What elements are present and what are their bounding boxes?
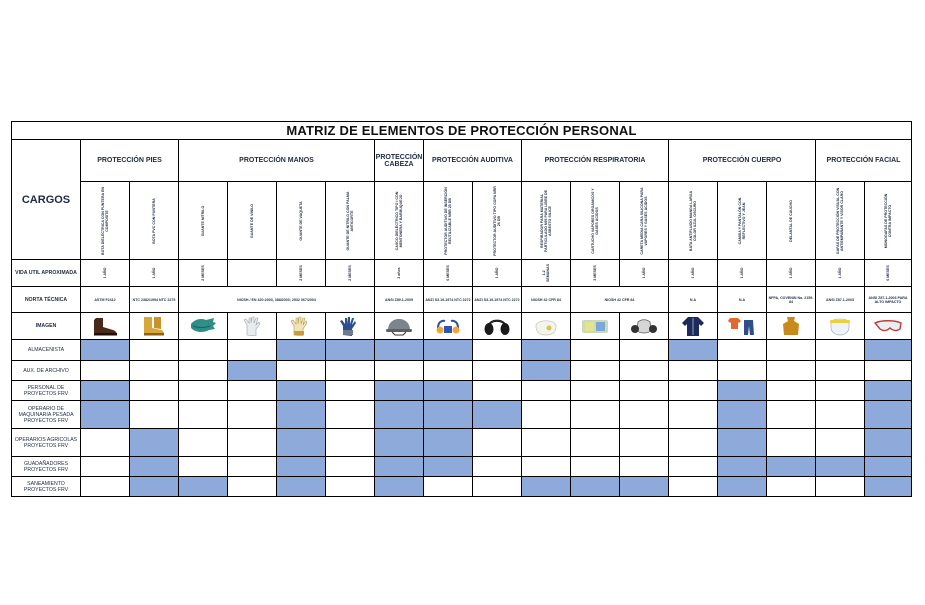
empty-cell [620,457,669,477]
empty-cell [473,361,522,381]
cargo-label: OPERARIO DE MAQUINARIA PESADA PROYECTOS FRV [12,401,81,429]
assigned-cell [375,381,424,401]
item-header [571,182,620,260]
assigned-cell [865,429,912,457]
empty-cell [81,457,130,477]
assigned-cell [375,477,424,497]
vida-util-value: 1 AÑO [691,267,695,279]
empty-cell [620,429,669,457]
assigned-cell [767,457,816,477]
item-header [130,182,179,260]
assigned-cell [865,457,912,477]
empty-cell [718,340,767,361]
assigned-cell [522,361,571,381]
empty-cell [326,401,375,429]
empty-cell [473,429,522,457]
assigned-cell [277,477,326,497]
vida-util-value: 3 años [397,267,401,279]
empty-cell [620,381,669,401]
item-name: CARTUCHO VAPORES ORGÁNICOS Y GASES ÁCIDOS [591,187,599,254]
boot-icon [90,316,120,336]
assigned-cell [424,401,473,429]
imagen-cell [522,313,571,340]
vida-util-value: 3 MESES [593,265,597,281]
item-header [228,182,277,260]
imagen-cell [130,313,179,340]
assigned-cell [424,457,473,477]
vida-util-cell [865,260,912,287]
group-cuerpo: PROTECCIÓN CUERPO [669,140,816,182]
group-pies: PROTECCIÓN PIES [81,140,179,182]
empty-cell [571,381,620,401]
empty-cell [522,381,571,401]
vida-util-value: 6 MESES [446,265,450,281]
empty-cell [816,429,865,457]
empty-cell [669,477,718,497]
item-header [865,182,912,260]
empty-cell [620,340,669,361]
empty-cell [816,477,865,497]
empty-cell [816,340,865,361]
assigned-cell [277,401,326,429]
vida-util-value: 1 AÑO [103,267,107,279]
assigned-cell [130,429,179,457]
cargo-label: PERSONAL DE PROYECTOS FRV [12,381,81,401]
vida-util-cell [375,260,424,287]
empty-cell [179,401,228,429]
empty-cell [326,429,375,457]
empty-cell [620,401,669,429]
item-header [816,182,865,260]
helmet-icon [384,316,414,336]
cargo-row [12,340,912,361]
assigned-cell [375,429,424,457]
imagen-cell [228,313,277,340]
matrix-title: MATRIZ DE ELEMENTOS DE PROTECCIÓN PERSONAL [12,122,912,140]
empty-cell [228,429,277,457]
vida-util-cell [277,260,326,287]
item-name: BOTA PVC CON PUNTERA [152,197,156,244]
imagen-cell [865,313,912,340]
empty-cell [571,429,620,457]
norma-cell: NFPA, COVENIN No. 2159-84 [767,287,816,313]
assigned-cell [81,340,130,361]
vida-util-cell [816,260,865,287]
cargo-label: ALMACENISTA [12,340,81,361]
empty-cell [179,381,228,401]
empty-cell [130,361,179,381]
item-header [326,182,375,260]
goggles-icon [873,316,903,336]
group-cabeza: PROTECCIÓN CABEZA [375,140,424,182]
assigned-cell [718,477,767,497]
empty-cell [571,361,620,381]
item-name: RESPIRADOR PARA MATERIAL PARTICULADO N95 PARA LIBRE DE ASBESTO SILICE [540,189,552,252]
assigned-cell [424,381,473,401]
norma-cell: NIOSH / EN 420:2003, 388/2003; 2532 067/2004 [179,287,375,313]
empty-cell [179,361,228,381]
item-name: GUANTE DE NITRILO CON PALMA ANTICORTE [346,190,354,251]
vida-util-cell [718,260,767,287]
vida-util-value: 2 MESES [299,265,303,281]
empty-cell [767,361,816,381]
vida-util-cell [424,260,473,287]
empty-cell [424,477,473,497]
empty-cell [473,457,522,477]
cartridge-icon [580,316,610,336]
item-name: MONOGAFAS DE PROTECCIÓN CONTRA IMPACTO [884,193,892,248]
assigned-cell [816,457,865,477]
empty-cell [81,429,130,457]
empty-cell [228,457,277,477]
apron-icon [776,316,806,336]
assigned-cell [81,401,130,429]
imagen-cell [473,313,522,340]
vida-util-value: 1-2 SEMANAS [542,264,550,282]
vida-util-cell [179,260,228,287]
vida-util-label: VIDA UTIL APROXIMADA [12,260,81,287]
vida-util-cell [767,260,816,287]
vida-util-value: 2 MESES [348,265,352,281]
empty-cell [473,340,522,361]
empty-cell [767,340,816,361]
item-name: PROTECTOR AUDITIVO TIPO COPA NRR 26 DB [493,185,501,256]
norma-cell: N.A [718,287,767,313]
empty-cell [767,429,816,457]
item-header [81,182,130,260]
empty-cell [669,361,718,381]
item-header [718,182,767,260]
item-name: PROTECTOR AUDITIVO DE INSERCIÓN REUTILIZABLE NRR 25 DB [444,186,452,255]
vida-util-cell [130,260,179,287]
vida-util-value: 1 AÑO [152,267,156,279]
assigned-cell [130,477,179,497]
empty-cell [669,457,718,477]
cargo-label: AUX. DE ARCHIVO [12,361,81,381]
empty-cell [522,457,571,477]
imagen-label: IMAGEN [12,313,81,340]
empty-cell [669,381,718,401]
item-name: CAMISA Y PANTALÓN CON REFLECTIVO Y JEAN [738,197,746,244]
imagen-cell [718,313,767,340]
norma-cell: NIOSH 42 CFR 84 [522,287,571,313]
assigned-cell [669,340,718,361]
empty-cell [571,340,620,361]
vida-util-value: 1 AÑO [495,267,499,279]
cargo-row [12,401,912,429]
imagen-cell [669,313,718,340]
empty-cell [718,361,767,381]
cargo-row [12,429,912,457]
norma-cell: ANZI S3.19-1974 NTC 2272 [473,287,522,313]
cargos-header: CARGOS [12,140,81,260]
face-shield-icon [825,316,855,336]
assigned-cell [718,401,767,429]
empty-cell [326,361,375,381]
vida-util-cell [228,260,277,287]
assigned-cell [277,457,326,477]
assigned-cell [718,381,767,401]
rubber-boot-icon [139,316,169,336]
empty-cell [326,457,375,477]
empty-cell [865,361,912,381]
leather-glove-icon [286,316,316,336]
vida-util-value: 1 AÑO [789,267,793,279]
cut-glove-icon [335,316,365,336]
assigned-cell [326,340,375,361]
item-name: BATA ANTIFLUIDO MANGA LARGA COLOR AZUL OSCURO [689,190,697,251]
group-manos: PROTECCIÓN MANOS [179,140,375,182]
assigned-cell [718,457,767,477]
assigned-cell [81,381,130,401]
vida-util-cell [473,260,522,287]
assigned-cell [375,340,424,361]
group-respiratoria: PROTECCIÓN RESPIRATORIA [522,140,669,182]
empty-cell [669,401,718,429]
norma-label: NORTA TÉCNICA [12,287,81,313]
imagen-cell [816,313,865,340]
assigned-cell [865,340,912,361]
earmuff-icon [482,316,512,336]
empty-cell [522,429,571,457]
item-header [424,182,473,260]
earplug-icon [433,316,463,336]
empty-cell [326,477,375,497]
empty-cell [816,361,865,381]
half-face-respirator-icon [629,316,659,336]
cargo-row [12,457,912,477]
norma-cell: ANSI Z89.1-2009 [375,287,424,313]
vida-util-value: 1 AÑO [740,267,744,279]
vida-util-value: 2 MESES [201,265,205,281]
empty-cell [767,401,816,429]
item-name: GUANTE DE VINILO [250,203,254,238]
item-name: CASCO DIELÉCTRICO TIPO I CON MENTONERA Y BARBUQUEJO [395,191,403,250]
empty-cell [179,457,228,477]
vida-util-cell [669,260,718,287]
item-name: BOTA DIELÉCTRICA CON PUNTERA EN COMPOSITE [101,186,109,255]
norma-cell: NIOSH 42 CFR 84 [571,287,669,313]
n95-mask-icon [531,316,561,336]
vida-util-cell [571,260,620,287]
imagen-cell [375,313,424,340]
item-header [179,182,228,260]
item-header [277,182,326,260]
assigned-cell [375,401,424,429]
empty-cell [228,477,277,497]
coat-icon [678,316,708,336]
vida-util-cell [522,260,571,287]
item-header [620,182,669,260]
vida-util-cell [326,260,375,287]
cargo-label: SANEAMIENTO PROYECTOS FRV [12,477,81,497]
empty-cell [179,340,228,361]
empty-cell [767,381,816,401]
assigned-cell [130,457,179,477]
empty-cell [81,361,130,381]
assigned-cell [522,340,571,361]
assigned-cell [865,381,912,401]
shirt-jeans-icon [727,316,757,336]
empty-cell [81,477,130,497]
empty-cell [179,429,228,457]
empty-cell [228,340,277,361]
assigned-cell [620,477,669,497]
imagen-cell [571,313,620,340]
imagen-cell [424,313,473,340]
empty-cell [620,361,669,381]
assigned-cell [375,457,424,477]
empty-cell [424,361,473,381]
empty-cell [669,429,718,457]
empty-cell [816,381,865,401]
vida-util-cell [81,260,130,287]
imagen-cell [277,313,326,340]
vinyl-glove-icon [237,316,267,336]
item-name: DELANTAL DE CAUCHO [789,199,793,242]
item-header [767,182,816,260]
norma-cell: ANSI Z87.1-2003 PARA ALTO IMPACTO [865,287,912,313]
norma-cell: ASTM F2412 [81,287,130,313]
assigned-cell [522,477,571,497]
empty-cell [767,477,816,497]
empty-cell [816,401,865,429]
assigned-cell [571,477,620,497]
norma-cell: ANSI Z87.1-2003 [816,287,865,313]
norma-cell: ANZI S3.19-1974 NTC 2272 [424,287,473,313]
item-name: GUANTE DE VAQUETA [299,200,303,241]
cargo-label: GUADAÑADORES PROYECTOS FRV [12,457,81,477]
cargo-row [12,381,912,401]
norma-cell: N.A [669,287,718,313]
vida-util-value: 1 AÑO [838,267,842,279]
epp-matrix [11,121,912,497]
cargo-label: OPERARIOS AGRICOLAS PROYECTOS FRV [12,429,81,457]
assigned-cell [865,401,912,429]
empty-cell [473,477,522,497]
empty-cell [130,401,179,429]
assigned-cell [718,429,767,457]
empty-cell [130,340,179,361]
assigned-cell [424,340,473,361]
cargo-row [12,477,912,497]
assigned-cell [277,340,326,361]
item-header [375,182,424,260]
item-name: CARETA MEDIA CARA SILICONA PARA VAPORES Y GASES ÁCIDOS [640,186,648,255]
empty-cell [326,381,375,401]
empty-cell [571,457,620,477]
norma-cell: NTC 2382/1994 NTC 2275 [130,287,179,313]
imagen-cell [620,313,669,340]
item-header [522,182,571,260]
group-facial: PROTECCIÓN FACIAL [816,140,912,182]
item-header [473,182,522,260]
assigned-cell [865,477,912,497]
group-auditiva: PROTECCIÓN AUDITIVA [424,140,522,182]
cargo-row [12,361,912,381]
imagen-cell [767,313,816,340]
empty-cell [228,381,277,401]
empty-cell [228,401,277,429]
item-name: GUANTE NITRILO [201,205,205,236]
imagen-cell [81,313,130,340]
imagen-cell [179,313,228,340]
vida-util-cell [620,260,669,287]
assigned-cell [277,429,326,457]
imagen-cell [326,313,375,340]
empty-cell [522,401,571,429]
empty-cell [571,401,620,429]
nitrile-glove-icon [188,316,218,336]
empty-cell [277,361,326,381]
empty-cell [375,361,424,381]
item-header [669,182,718,260]
assigned-cell [277,381,326,401]
assigned-cell [473,401,522,429]
vida-util-value: 1 AÑO [642,267,646,279]
assigned-cell [228,361,277,381]
assigned-cell [179,477,228,497]
empty-cell [130,381,179,401]
empty-cell [473,381,522,401]
assigned-cell [424,429,473,457]
item-name: GAFAS DE PROTECCIÓN VISUAL CON ANTIEMPAÑANTE Y VISOR CLARO [836,187,844,254]
vida-util-value: 6 MESES [886,265,890,281]
